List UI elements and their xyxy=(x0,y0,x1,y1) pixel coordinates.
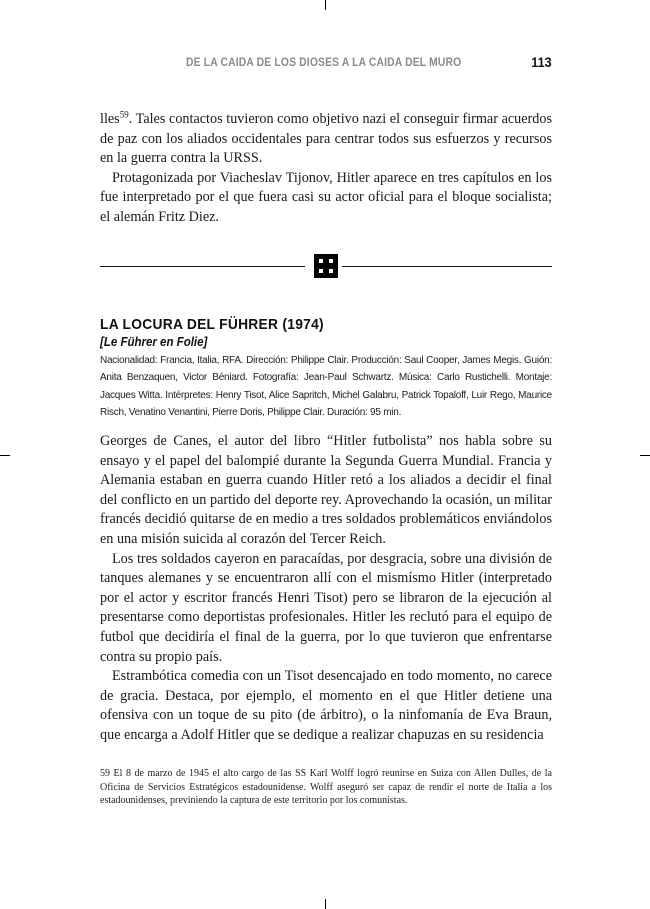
footnote-reference: 59 xyxy=(119,109,129,120)
running-title: DE LA CAIDA DE LOS DIOSES A LA CAIDA DEL MURO xyxy=(186,55,462,69)
intro-paragraph-1: lles$^{59}$. Tales contactos tuvieron como objetivo nazi el conseguir firmar acuerdos de paz con los aliados occidentales para centrar todos sus esfuerzos y recursos en la guerra contra la URSS. xyxy=(100,109,552,167)
film-original-title: [Le Führer en Folie] xyxy=(100,335,208,349)
footnote: 59 El 8 de marzo de 1945 el alto cargo de las SS Karl Wolff logró reunirse en Suiza con Allen Dulles, de la Oficina de Servicios Estratégicos estadounidense. Wolff aseguró ser capaz de rendir el norte de Italia a los estadounidenses, previniendo la captura de este territorio por los comunistas. xyxy=(100,768,552,806)
review-text xyxy=(100,432,552,746)
review-paragraph-3: Estrambótica comedia con un Tisot desencajado en todo momento, no carece de gracia. Destaca, por ejemplo, el momento en el que Hitler detiene una ofensiva con un toque de su pito (de árbitro), o la ninfomanía de Eva Braun, que encarga a Adolf Hitler que se dedique a realizar chapuzas en su residencia xyxy=(100,668,552,743)
section-divider xyxy=(100,250,552,284)
crop-mark-left xyxy=(0,455,10,456)
running-head xyxy=(100,55,552,73)
review-paragraph-1: Georges de Canes, el autor del libro “Hitler futbolista” nos habla sobre su ensayo y el papel del balompié durante la Segunda Guerra Mundial. Francia y Alemania estaban en guerra cuando Hitler retó a los aliados a decidir el final del conflicto en un partido del deporte rey. Aprovechando la ocasión, un militar francés decidió quitarse de en medio a tres soldados problemáticos enviándolos en una misión suicida al corazón del Tercer Reich. xyxy=(100,433,552,547)
crop-mark-top xyxy=(325,0,326,10)
crop-mark-bottom xyxy=(325,899,326,909)
divider-rule-left xyxy=(100,266,305,267)
review-paragraph-2: Los tres soldados cayeron en paracaídas, por desgracia, sobre una división de tanques alemanes y se encuentraron allí con el mismísmo Hitler (interpretado por el actor y escritor francés Henri Tisot) pero se libraron de la ejecución al presentarse como deportistas profesionales. Hitler les reclutó para el equipo de futbol que decidiría el final de la guerra, por lo que tuvieron que enfrentarse contra su propio país. xyxy=(100,550,552,665)
film-entry-header xyxy=(100,316,552,422)
film-credits: Nacionalidad: Francia, Italia, RFA. Dirección: Philippe Clair. Producción: Saul Cooper, James Megis. Guión: Anita Benzaquen, Victor Béniard. Fotografía: Jean-Paul Schwartz. Música: Carlo Rustichelli. Montaje: Jacques Witta. Intérpretes: Henry Tisot, Alice Sapritch, Michel Galabru, Patrick Topaloff, Luir Rego, Maurice Risch, Venatino Venantini, Pierre Doris, Philippe Clair. Duración: 95 min. xyxy=(100,355,552,419)
film-title: LA LOCURA DEL FÜHRER (1974) xyxy=(100,316,324,333)
divider-rule-right xyxy=(342,266,552,267)
swastika-icon xyxy=(313,253,339,279)
page-number: 113 xyxy=(531,54,552,70)
intro-text xyxy=(100,110,552,228)
crop-mark-right xyxy=(640,455,650,456)
intro-paragraph-2: Protagonizada por Viacheslav Tijonov, Hitler aparece en tres capítulos en los fue interpretado por el que fuera casi su actor oficial para el bloque socialista; el alemán Fritz Diez. xyxy=(100,169,552,225)
